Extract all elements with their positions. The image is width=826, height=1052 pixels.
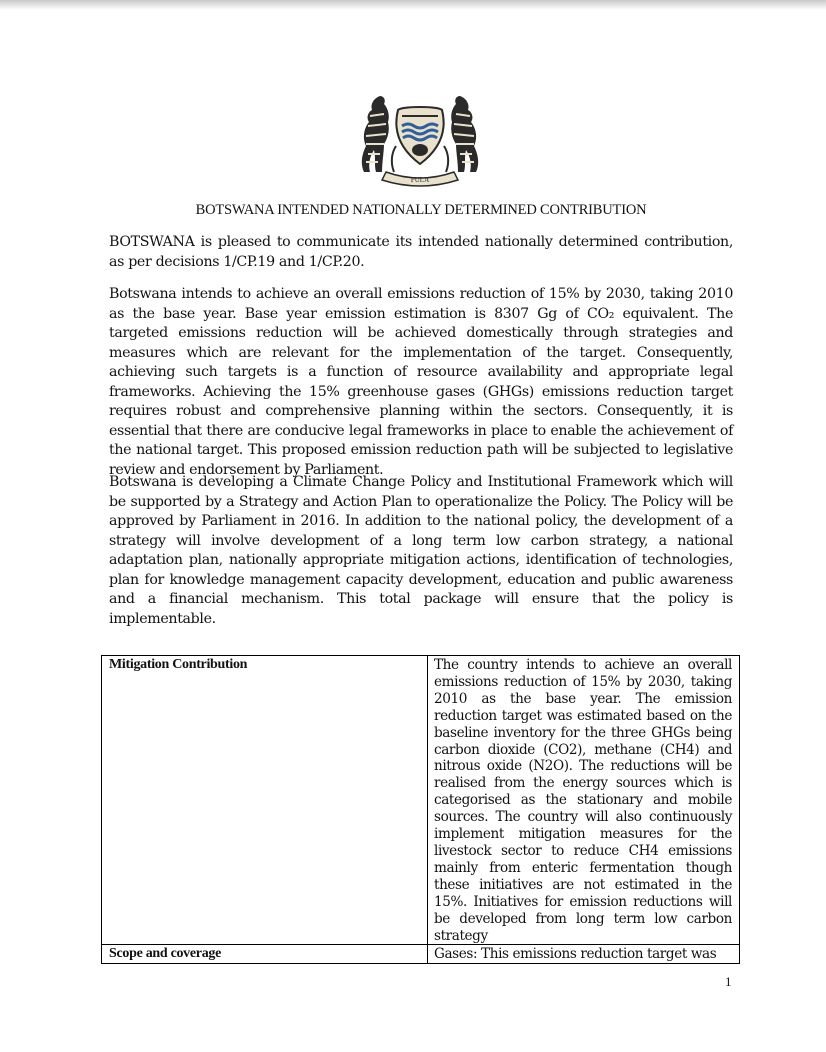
row-label-mitigation-contribution: Mitigation Contribution	[102, 656, 428, 945]
document-title: BOTSWANA INTENDED NATIONALLY DETERMINED CONTRIBUTION	[195, 202, 647, 218]
table-row	[102, 945, 740, 964]
intro-paragraph: BOTSWANA is pleased to communicate its intended nationally determined contribution, as per decisions 1/CP.19 and 1/CP.20.	[109, 234, 733, 270]
motto-scroll	[382, 172, 458, 186]
coat-of-arms-emblem	[350, 92, 490, 188]
policy-framework-paragraph: Botswana is developing a Climate Change Policy and Institutional Framework which will be supported by a Strategy and Action Plan to operationalize the Policy. The Policy will be approved by Parliament in 2016. In addition to the national policy, the development of a strategy will involve development of a long term low carbon strategy, a national adaptation plan, nationally appropriate mitigation actions, identification of technologies, plan for knowledge management capacity development, education and public awareness and a financial mechanism. This total package will ensure that the policy is implementable.	[109, 474, 733, 627]
row-text-scope-coverage: Gases: This emissions reduction target was	[428, 945, 740, 964]
contribution-table	[101, 655, 740, 964]
right-zebra-supporter	[451, 96, 478, 172]
table-row	[102, 656, 740, 945]
left-zebra-supporter	[362, 96, 389, 172]
row-label-scope-coverage: Scope and coverage	[102, 945, 428, 964]
motto-text: PULA	[410, 176, 430, 184]
page-top-shadow	[0, 0, 826, 10]
page-number: 1	[725, 974, 732, 989]
row-text-mitigation-contribution: The country intends to achieve an overall emissions reduction of 15% by 2030, taking 2010 as the base year. The emission reduction target was estimated based on the baseline inventory for the three GHGs being carbon dioxide (CO2), methane (CH4) and nitrous oxide (N2O). The reductions will be realised from the energy sources which is categorised as the stationary and mobile sources. The country will also continuously implement mitigation measures for the livestock sector to reduce CH4 emissions mainly from enteric fermentation though these initiatives are not estimated in the 15%. Initiatives for emission reductions will be developed from long term low carbon strategy	[428, 656, 740, 945]
emissions-target-paragraph: Botswana intends to achieve an overall emissions reduction of 15% by 2030, taking 2010 as the base year. Base year emission estimation is 8307 Gg of CO₂ equivalent. The targeted emissions reduction will be achieved domestically through strategies and measures which are relevant for the implementation of the target. Consequently, achieving such targets is a function of resource availability and appropriate legal frameworks. Achieving the 15% greenhouse gases (GHGs) emissions reduction target requires robust and comprehensive planning within the sectors. Consequently, it is essential that there are conducive legal frameworks in place to enable the achievement of the national target. This proposed emission reduction path will be subjected to legislative review and endorsement by Parliament.	[109, 286, 733, 478]
shield	[396, 107, 443, 164]
